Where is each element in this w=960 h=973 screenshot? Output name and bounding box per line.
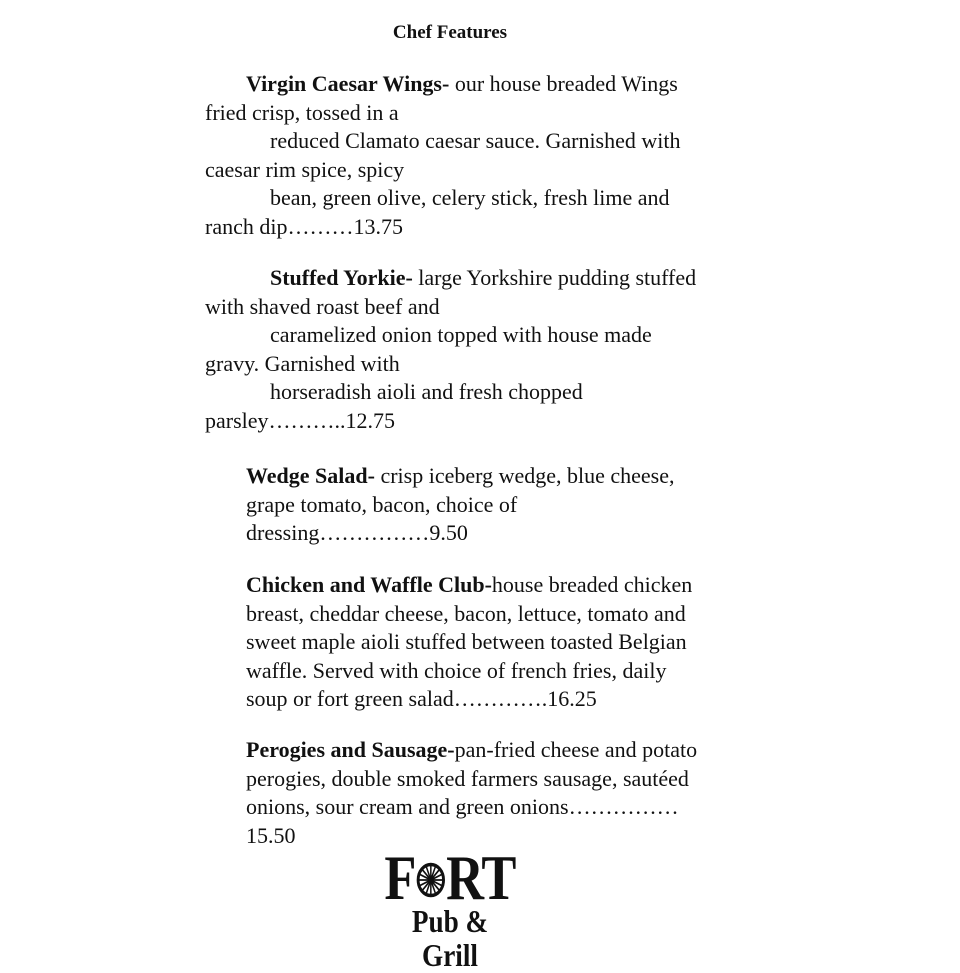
menu-item-first-line [246, 462, 674, 491]
chef-features-title: Chef Features [392, 22, 508, 43]
menu-item-name: Perogies and Sausage- [246, 737, 455, 762]
menu-item-first-line [246, 736, 697, 765]
menu-item-name: Stuffed Yorkie- [270, 265, 413, 290]
menu-item-description: house breaded chicken [491, 572, 693, 597]
menu-item-description: caramelized onion topped with house made [270, 322, 652, 347]
menu-item-name: Chicken and Waffle Club- [246, 572, 492, 597]
menu-item-description: waffle. Served with choice of french fries, daily [246, 657, 667, 683]
menu-item-first-line [246, 571, 692, 600]
menu-item-description: large Yorkshire pudding stuffed [412, 265, 697, 290]
logo-wordmark [384, 842, 516, 913]
fort-pub-grill-logo [370, 842, 530, 973]
menu-item-description: our house breaded Wings [449, 71, 678, 96]
menu-item-description: pan-fried cheese and potato [454, 737, 698, 762]
menu-item-description: grape tomato, bacon, choice of [246, 491, 518, 517]
menu-item-description: onions, sour cream and green onions…………… [246, 794, 679, 819]
menu-item-description: caesar rim spice, spicy [205, 156, 405, 182]
menu-item-description: perogies, double smoked farmers sausage, sautéed [246, 765, 689, 791]
menu-item-price-line: parsley………..12.75 [205, 407, 396, 433]
menu-item-first-line [270, 264, 696, 293]
logo-subtitle: Pub & Grill [411, 903, 489, 973]
menu-item-name: Wedge Salad- [246, 463, 375, 488]
logo-letter-f: F [384, 842, 416, 913]
menu-item-price-line: soup or fort green salad………….16.25 [246, 686, 597, 711]
menu-item-description: horseradish aioli and fresh chopped [270, 379, 583, 404]
menu-item-description: crisp iceberg wedge, blue cheese, [374, 463, 675, 488]
menu-item-first-line [246, 70, 678, 99]
logo-letters-rt: RT [446, 842, 516, 913]
menu-item-price-line: ranch dip………13.75 [205, 213, 403, 239]
menu-item-description: fried crisp, tossed in a [205, 99, 399, 125]
menu-item-description: gravy. Garnished with [205, 350, 400, 376]
menu-item-description: sweet maple aioli stuffed between toasted Belgian [246, 629, 687, 654]
menu-item-price-line: 15.50 [246, 822, 296, 848]
menu-item-description: bean, green olive, celery stick, fresh lime and [270, 185, 670, 210]
wagon-wheel-icon [416, 855, 445, 905]
menu-item-price-line: dressing……………9.50 [246, 520, 468, 545]
menu-item-description: reduced Clamato caesar sauce. Garnished with [270, 128, 681, 153]
menu-item-description: with shaved roast beef and [205, 293, 440, 319]
menu-item-name: Virgin Caesar Wings- [246, 71, 450, 96]
menu-item-description: breast, cheddar cheese, bacon, lettuce, tomato and [246, 600, 686, 626]
